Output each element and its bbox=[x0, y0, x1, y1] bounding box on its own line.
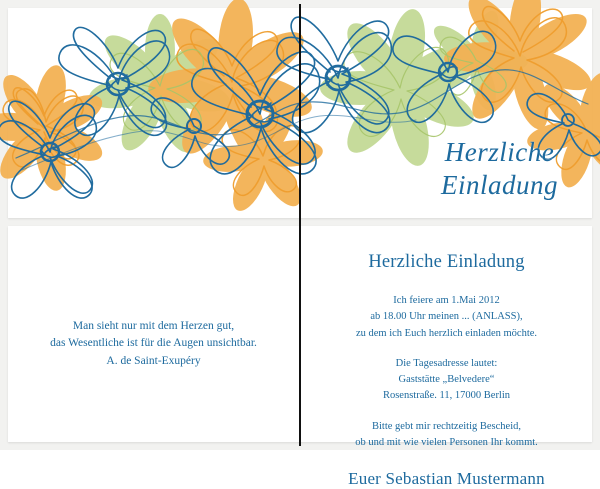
fold-line bbox=[299, 4, 301, 446]
inside-heading: Herzliche Einladung bbox=[368, 252, 525, 272]
inside-right-panel bbox=[301, 226, 592, 489]
inside-left-panel bbox=[8, 226, 299, 442]
quote-line-1: Man sieht nur mit dem Herzen gut, bbox=[72, 320, 235, 333]
quote-line-2: das Wesentliche ist für die Augen unsichtbar. bbox=[50, 337, 257, 350]
address-block bbox=[301, 356, 592, 405]
address-line-3: Rosenstraße. 11, 17000 Berlin bbox=[382, 390, 511, 402]
invite-line-1: Ich feiere am 1.Mai 2012 bbox=[393, 295, 500, 306]
invite-line-2: ab 18.00 Uhr meinen ... (ANLASS), bbox=[370, 311, 523, 323]
front-title bbox=[441, 136, 558, 202]
invite-text-block bbox=[301, 293, 592, 342]
address-line-2: Gaststätte „Belvedere“ bbox=[398, 374, 495, 386]
rsvp-line-2: ob und mit wie vielen Personen Ihr kommt. bbox=[355, 436, 538, 448]
front-title-line1: Herzliche bbox=[444, 137, 555, 167]
quote-block bbox=[36, 318, 271, 370]
quote-author: A. de Saint-Exupéry bbox=[106, 354, 201, 367]
address-line-1: Die Tagesadresse lautet: bbox=[395, 357, 498, 369]
signature-line: Euer Sebastian Mustermann bbox=[348, 469, 545, 489]
rsvp-line-1: Bitte gebt mir rechtzeitig Bescheid, bbox=[372, 420, 521, 432]
invite-line-3: zu dem ich Euch herzlich einladen möchte. bbox=[355, 327, 538, 339]
front-title-line2: Einladung bbox=[441, 169, 558, 200]
rsvp-block bbox=[301, 419, 592, 452]
